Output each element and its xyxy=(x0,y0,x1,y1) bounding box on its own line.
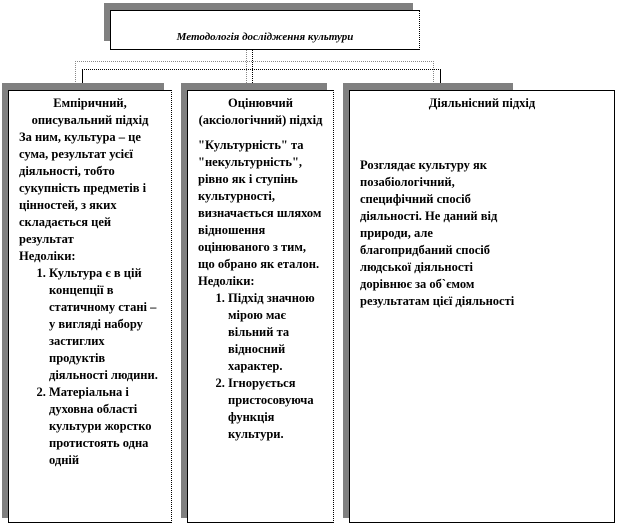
axiological-approach-box xyxy=(187,90,334,523)
drawback-item: 1. Підхід значною мірою має вільний та відносний характер. xyxy=(228,290,323,375)
drawbacks-list xyxy=(198,290,323,443)
drawbacks-label: Недоліки: xyxy=(198,274,255,288)
column-text: Розглядає культуру як позабіологічний, специфічний спосіб діяльності. Не даний від природи, але благопридбаний спосіб людської діяльності дорівнює за об`ємом результатам цієї діяльності xyxy=(360,158,515,308)
drawbacks-list xyxy=(19,265,161,469)
drawback-item: 2. Ігнорується пристосовуюча функція культури. xyxy=(228,375,323,443)
diagram-title: Методологія дослідження культури xyxy=(176,31,354,43)
column-heading: Емпіричний, описувальний підхід xyxy=(31,96,149,127)
activity-approach-box xyxy=(349,90,615,523)
connector-inner xyxy=(82,69,441,84)
column-heading: Діяльнісний підхід xyxy=(428,96,536,110)
title-box xyxy=(110,10,420,50)
drawback-item: 2. Матеріальна і духовна області культури жорстко протистоять одна одній xyxy=(49,384,161,469)
empirical-approach-box xyxy=(8,90,172,523)
column-text: За ним, культура – це сума, результат усієї діяльності, тобто сукупність предметів і цінностей, з яких складається цей результат xyxy=(19,130,147,246)
column-text: "Культурність" та "некультурність", рівно як і ступінь культурності, визначається шляхом відношення оцінюваного з тим, що обрано як еталон. xyxy=(198,138,322,271)
drawback-item: 1. Культура є в цій концепції в статичному стані – у вигляді набору застиглих продуктів діяльності людини. xyxy=(49,265,161,384)
drawbacks-label: Недоліки: xyxy=(19,249,76,263)
column-heading: Оцінювчий (аксіологічний) підхід xyxy=(198,96,323,127)
